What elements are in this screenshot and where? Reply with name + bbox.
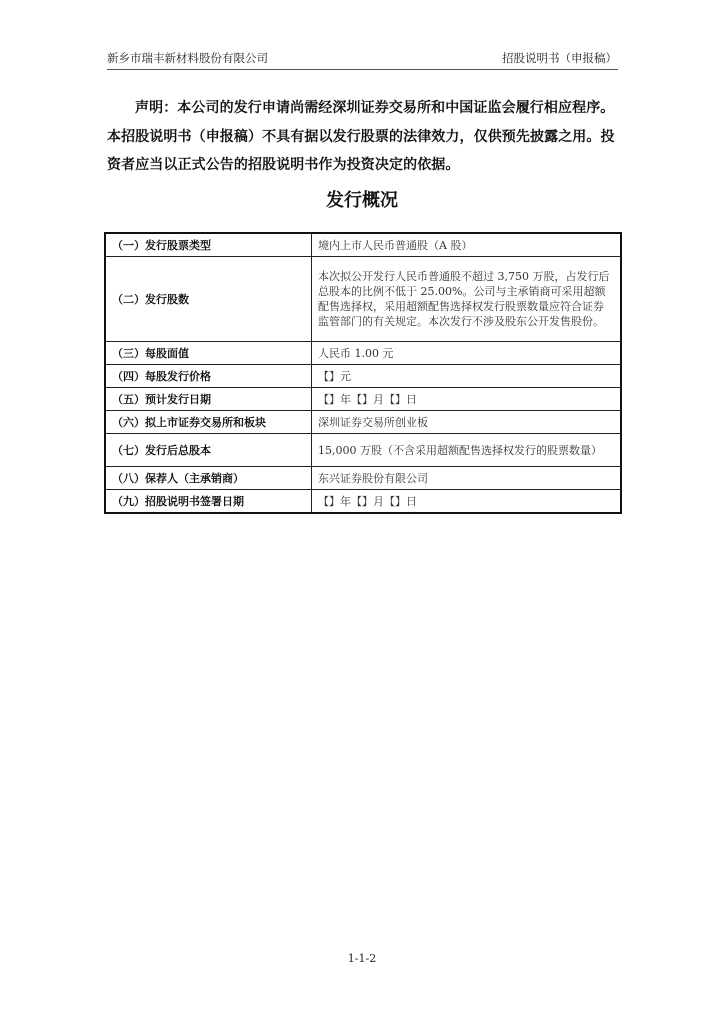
row-value: 【】年【】月【】日 [312,490,622,514]
table-row [105,233,621,257]
document-type: 招股说明书（申报稿） [502,51,617,65]
row-label: （九）招股说明书签署日期 [105,490,312,514]
header-divider [107,69,618,70]
row-value: 东兴证券股份有限公司 [312,467,622,490]
disclaimer-text: 声明：本公司的发行申请尚需经深圳证券交易所和中国证监会履行相应程序。本招股说明书（申报稿）不具有据以发行股票的法律效力，仅供预先披露之用。投资者应当以正式公告的招股说明书作为投资决定的依据。 [107,100,615,173]
row-label: （七）发行后总股本 [105,434,312,467]
table-row [105,434,621,467]
row-label: （三）每股面值 [105,342,312,365]
disclaimer-statement [107,94,622,180]
row-value: 境内上市人民币普通股（A 股） [312,233,622,257]
row-value: 人民币 1.00 元 [312,342,622,365]
table-row [105,411,621,434]
table-row [105,490,621,514]
company-name: 新乡市瑞丰新材料股份有限公司 [107,51,268,65]
row-value: 【】元 [312,365,622,388]
table-row [105,342,621,365]
row-label: （八）保荐人（主承销商） [105,467,312,490]
row-label: （一）发行股票类型 [105,233,312,257]
table-row [105,257,621,342]
table-row [105,365,621,388]
row-value: 【】年【】月【】日 [312,388,622,411]
row-label: （四）每股发行价格 [105,365,312,388]
row-value: 深圳证券交易所创业板 [312,411,622,434]
page-header [107,50,617,68]
offering-overview-table [104,232,622,514]
row-label: （六）拟上市证券交易所和板块 [105,411,312,434]
page-number: 1-1-2 [347,952,377,965]
table-row [105,388,621,411]
table-row [105,467,621,490]
row-label: （五）预计发行日期 [105,388,312,411]
section-title: 发行概况 [326,190,398,211]
row-label: （二）发行股数 [105,257,312,342]
row-value: 15,000 万股（不含采用超额配售选择权发行的股票数量） [312,434,622,467]
row-value: 本次拟公开发行人民币普通股不超过 3,750 万股，占发行后总股本的比例不低于 25.00%。公司与主承销商可采用超额配售选择权，采用超额配售选择权发行股票数量应符合证券监管部门的有关规定。本次发行不涉及股东公开发售股份。 [312,257,622,342]
